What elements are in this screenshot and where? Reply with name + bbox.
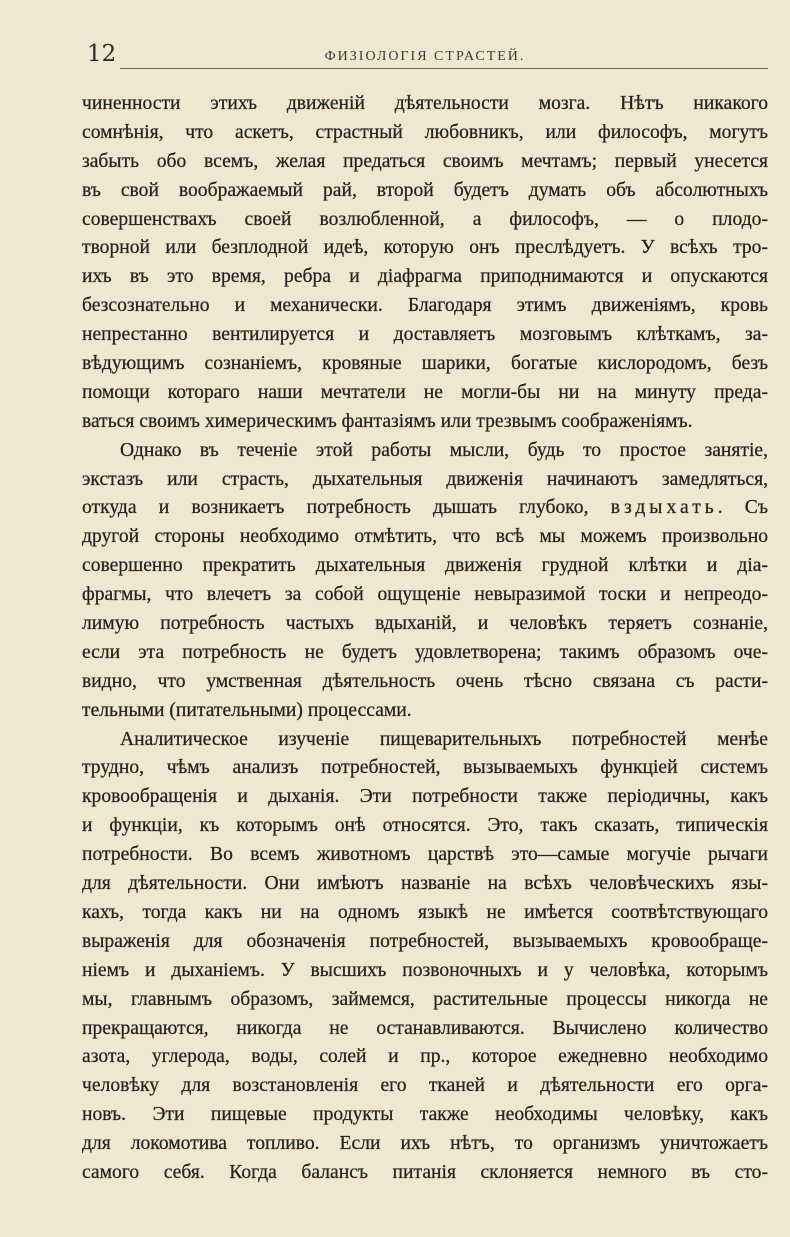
text-line: новъ. Эти пищевые продукты также необходимы человѣку, какъ [82,1104,768,1126]
text-line: тельными (питательными) процессами. [82,699,412,721]
text-line: помощи котораго наши мечтатели не могли-бы ни на минуту преда- [82,381,768,403]
text-line: потребности. Во всемъ животномъ царствѣ это—самые могучіе рычаги [82,844,768,866]
text-line: мы, главнымъ образомъ, займемся, растительные процессы никогда не [82,988,768,1010]
running-title: ФИЗІОЛОГІЯ СТРАСТЕЙ. [324,49,526,64]
text-line: самого себя. Когда балансъ питанія склоняется немного въ сто- [82,1161,768,1183]
text-line: и функціи, къ которымъ онѣ относятся. Это, такъ сказать, типическія [82,815,768,837]
text-line: лимую потребность частыхъ вдыханій, и человѣкъ теряетъ сознаніе, [82,613,768,635]
text-line: совершенствахъ своей возлюбленной, а философъ, — о плодо- [82,208,768,230]
text-line: ніемъ и дыханіемъ. У высшихъ позвоночныхъ и у человѣка, которымъ [82,959,768,981]
text-line: сомнѣнія, что аскетъ, страстный любовникъ, или философъ, могутъ [82,121,768,143]
text-line: трудно, чѣмъ анализъ потребностей, вызываемыхъ функціей системъ [82,757,768,779]
text-line: кровообращенія и дыханія. Эти потребности также періодичны, какъ [82,786,768,808]
text-line: если эта потребность не будетъ удовлетворена; такимъ образомъ оче- [82,641,768,663]
text-line: совершенно прекратить дыхательныя движенія грудной клѣтки и діа- [82,555,768,577]
body-text [82,90,768,1188]
text-line: творной или безплодной идеѣ, которую онъ преслѣдуетъ. У всѣхъ тро- [82,237,768,259]
text-line: вѣдующимъ сознаніемъ, кровяные шарики, богатые кислородомъ, безъ [82,353,768,375]
spaced-emphasis-word: вздыхать [610,497,718,519]
text-line: для дѣятельности. Они имѣютъ названіе на всѣхъ человѣческихъ язы- [82,873,768,895]
page-number: 12 [87,41,117,67]
text-line: Аналитическое изученіе пищеварительныхъ потребностей менѣе [120,728,768,750]
text-line-emphasis [82,494,768,523]
text-segment: откуда и возникаетъ потребность дышать глубоко, [82,497,589,519]
text-line: ихъ въ это время, ребра и діафрагма приподнимаются и опускаются [82,266,768,288]
text-line: видно, что умственная дѣятельность очень тѣсно связана съ расти- [82,670,768,692]
text-line: забыть обо всемъ, желая предаться своимъ мечтамъ; первый унесется [82,150,768,172]
text-line: для локомотива топливо. Если ихъ нѣтъ, то организмъ уничтожаетъ [82,1133,768,1155]
text-line: безсознательно и механически. Благодаря этимъ движеніямъ, кровь [82,295,768,317]
header-rule [120,68,768,69]
text-line: чиненности этихъ движеній дѣятельности мозга. Нѣтъ никакого [82,93,768,114]
text-line: азота, углерода, воды, солей и пр., которое ежедневно необходимо [82,1046,768,1068]
text-line: человѣку для возстановленія его тканей и дѣятельности его орга- [82,1075,768,1097]
text-line: Однако въ теченіе этой работы мысли, будь то простое занятіе, [120,439,768,461]
text-line: фрагмы, что влечетъ за собой ощущеніе невыразимой тоски и непреодо- [82,584,768,606]
text-line: экстазъ или страсть, дыхательныя движенія начинаютъ замедляться, [82,468,768,490]
text-line: непрестанно вентилируется и доставляетъ мозговымъ клѣткамъ, за- [82,324,768,346]
text-line: выраженія для обозначенія потребностей, вызываемыхъ кровообраще- [82,930,768,952]
text-line: другой стороны необходимо отмѣтить, что всѣ мы можемъ произвольно [82,526,768,548]
page-header [82,38,768,72]
text-line: въ свой воображаемый рай, второй будетъ думать объ абсолютныхъ [82,179,768,201]
text-segment: . Съ [717,497,768,519]
text-line: кахъ, тогда какъ ни на одномъ языкѣ не имѣется соотвѣтствующаго [82,901,768,923]
text-line: прекращаются, никогда не останавливаются. Вычислено количество [82,1017,768,1039]
text-line: ваться своимъ химерическимъ фантазіямъ или трезвымъ соображеніямъ. [82,410,693,432]
